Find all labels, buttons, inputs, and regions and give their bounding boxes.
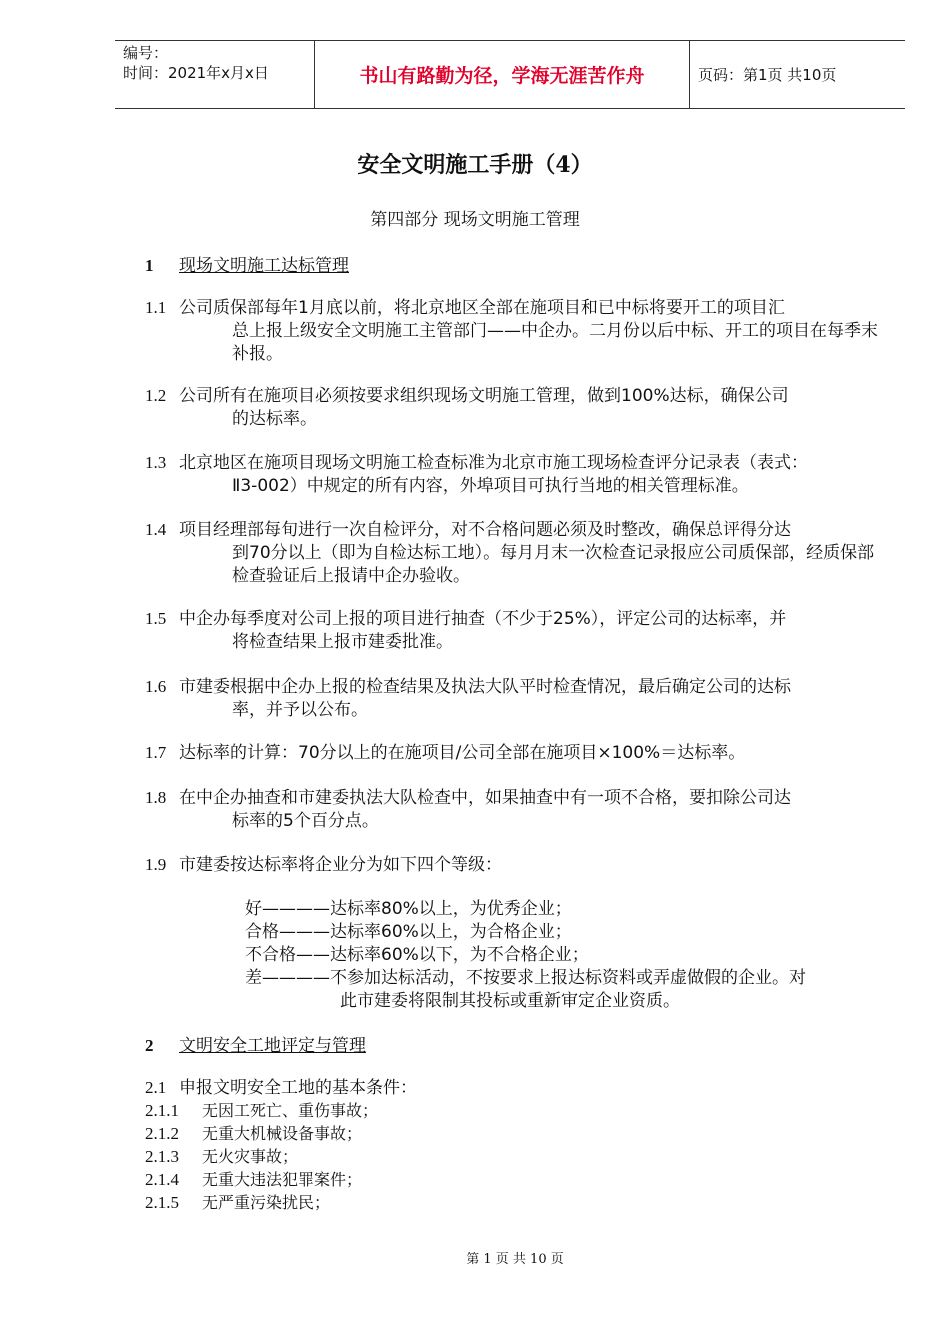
paragraph-text: 申报文明安全工地的基本条件： <box>179 1078 417 1098</box>
condition-text: 无严重污染扰民； <box>202 1193 331 1212</box>
page-footer: 第 1 页 共 10 页 <box>466 1252 564 1267</box>
paragraph-number: 1.9 <box>145 855 167 874</box>
header-page-label: 页码：第1页 共10页 <box>698 66 837 84</box>
condition-item <box>145 1168 362 1191</box>
paragraph-number: 1.6 <box>145 677 167 696</box>
section-number: 1 <box>145 256 154 275</box>
paragraph-1-4 <box>145 518 880 588</box>
section-number: 2 <box>145 1036 154 1055</box>
grade-good: 好————达标率80%以上，为优秀企业； <box>245 899 572 919</box>
paragraph-number: 1.5 <box>145 609 167 628</box>
paragraph-number: 1.1 <box>145 298 167 317</box>
paragraph-number: 1.4 <box>145 520 167 539</box>
paragraph-text: 公司质保部每年1月底以前，将北京地区全部在施项目和已中标将要开工的项目汇 <box>179 298 785 318</box>
paragraph-continuation: 到70分以上（即为自检达标工地）。每月月末一次检查记录报应公司质保部，经质保部检查验证后上报请中企办验收。 <box>232 543 875 586</box>
grade-list <box>245 898 885 1013</box>
paragraph-1-5 <box>145 607 880 654</box>
paragraph-continuation: 标率的5个百分点。 <box>232 811 379 831</box>
paragraph-text: 市建委按达标率将企业分为如下四个等级： <box>179 855 502 875</box>
condition-text: 无重大机械设备事故； <box>202 1124 363 1143</box>
grade-poor: 差————不参加达标活动，不按要求上报达标资料或弄虚做假的企业。对 <box>245 968 806 988</box>
paragraph-continuation: Ⅱ3-002）中规定的所有内容，外埠项目可执行当地的相关管理标准。 <box>232 476 749 496</box>
section-title: 现场文明施工达标管理 <box>179 256 349 276</box>
paragraph-1-2 <box>145 384 880 431</box>
paragraph-1-9 <box>145 853 880 877</box>
part-title: 第四部分 现场文明施工管理 <box>370 210 580 230</box>
header-motto: 书山有路勤为径，学海无涯苦作舟 <box>315 41 690 108</box>
section-title: 文明安全工地评定与管理 <box>179 1036 366 1056</box>
paragraph-text: 公司所有在施项目必须按要求组织现场文明施工管理，做到100%达标，确保公司 <box>179 386 789 406</box>
header-meta <box>115 41 315 108</box>
document-title: 安全文明施工手册（4） <box>357 152 593 178</box>
condition-number: 2.1.4 <box>145 1170 179 1189</box>
paragraph-1-6 <box>145 675 880 722</box>
condition-text: 无火灾事故； <box>202 1147 299 1166</box>
condition-item <box>145 1122 362 1145</box>
paragraph-continuation: 总上报上级安全文明施工主管部门——中企办。二月份以后中标、开工的项目在每季末补报。 <box>232 321 878 364</box>
header-number-label: 编号： <box>123 44 169 62</box>
grade-unqualified: 不合格——达标率60%以下，为不合格企业； <box>245 945 589 965</box>
page-header <box>115 40 905 109</box>
condition-item <box>145 1145 298 1168</box>
paragraph-1-8 <box>145 786 880 833</box>
section-1-heading <box>145 251 349 276</box>
paragraph-text: 在中企办抽查和市建委执法大队检查中，如果抽查中有一项不合格，要扣除公司达 <box>179 788 791 808</box>
paragraph-number: 1.3 <box>145 453 167 472</box>
grade-qualified: 合格———达标率60%以上，为合格企业； <box>245 922 572 942</box>
paragraph-continuation: 的达标率。 <box>232 409 317 429</box>
condition-item <box>145 1191 330 1214</box>
grade-poor-continuation: 此市建委将限制其投标或重新审定企业资质。 <box>340 991 680 1011</box>
paragraph-number: 1.7 <box>145 743 167 762</box>
paragraph-text: 北京地区在施项目现场文明施工检查标准为北京市施工现场检查评分记录表（表式： <box>179 453 808 473</box>
paragraph-text: 达标率的计算：70分以上的在施项目/公司全部在施项目×100%＝达标率。 <box>179 743 746 763</box>
condition-number: 2.1.2 <box>145 1124 179 1143</box>
paragraph-1-3 <box>145 451 880 498</box>
condition-number: 2.1.5 <box>145 1193 179 1212</box>
paragraph-1-7 <box>145 741 880 765</box>
paragraph-number: 1.8 <box>145 788 167 807</box>
condition-text: 无因工死亡、重伤事故； <box>202 1101 379 1120</box>
condition-item <box>145 1099 378 1122</box>
paragraph-text: 市建委根据中企办上报的检查结果及执法大队平时检查情况，最后确定公司的达标 <box>179 677 791 697</box>
paragraph-continuation: 率，并予以公布。 <box>232 700 368 720</box>
paragraph-continuation: 将检查结果上报市建委批准。 <box>232 632 453 652</box>
paragraph-number: 1.2 <box>145 386 167 405</box>
condition-number: 2.1.3 <box>145 1147 179 1166</box>
condition-number: 2.1.1 <box>145 1101 179 1120</box>
paragraph-1-1 <box>145 296 880 366</box>
paragraph-number: 2.1 <box>145 1078 167 1097</box>
paragraph-text: 中企办每季度对公司上报的项目进行抽查（不少于25%），评定公司的达标率，并 <box>179 609 787 629</box>
paragraph-text: 项目经理部每旬进行一次自检评分，对不合格问题必须及时整改，确保总评得分达 <box>179 520 791 540</box>
header-time-label: 时间：2021年x月x日 <box>123 64 269 82</box>
condition-text: 无重大违法犯罪案件； <box>202 1170 363 1189</box>
paragraph-2-1 <box>145 1076 880 1100</box>
section-2-heading <box>145 1031 366 1056</box>
